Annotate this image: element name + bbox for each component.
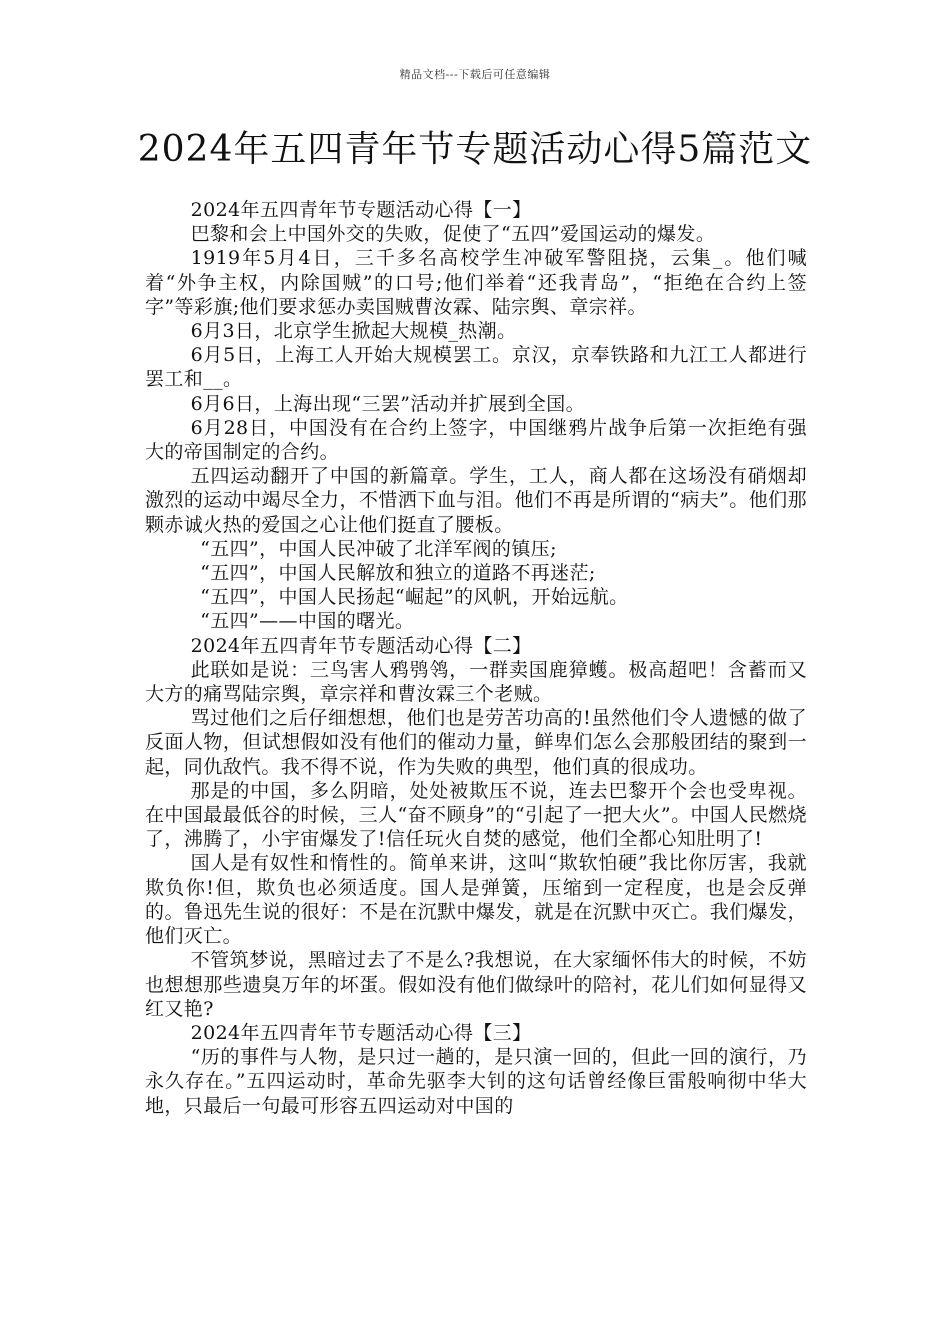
section-heading: 2024年五四青年节专题活动心得【一】 xyxy=(190,199,532,221)
paragraph: 骂过他们之后仔细想想，他们也是劳苦功高的!虽然他们令人遗憾的做了反面人物，但试想假如没有他们的催动力量，鲜卑们怎么会那般团结的聚到一起，同仇敌忾。我不得不说，作为失败的典型，他们真的很成功。 xyxy=(145,707,807,778)
quote-line: “五四”——中国的曙光。 xyxy=(200,610,415,633)
paragraph: 巴黎和会上中国外交的失败，促使了“五四”爱国运动的爆发。 xyxy=(190,223,716,246)
section-heading: 2024年五四青年节专题活动心得【二】 xyxy=(190,634,532,657)
paragraph: 五四运动翻开了中国的新篇章。学生，工人，商人都在这场没有硝烟却激烈的运动中竭尽全力，不惜洒下血与泪。他们不再是所谓的“病夫”。他们那颗赤诚火热的爱国之心让他们挺直了腰板。 xyxy=(145,465,807,536)
paragraph: 不管筑梦说，黑暗过去了不是么?我想说，在大家缅怀伟大的时候，不妨也想想那些遗臭万年的坏蛋。假如没有他们做绿叶的陪衬，花儿们如何显得又红又艳? xyxy=(145,949,807,1020)
paragraph: 此联如是说：三鸟害人鸦鸮鸰，一群卖国鹿獐蠖。极高超吧！含蓄而又大方的痛骂陆宗舆，章宗祥和曹汝霖三个老贼。 xyxy=(145,658,807,706)
quote-line: “五四”，中国人民解放和独立的道路不再迷茫; xyxy=(200,562,596,585)
header-note: 精品文档---下载后可任意编辑 xyxy=(399,68,551,81)
paragraph: 6月5日，上海工人开始大规模罢工。京汉，京奉铁路和九江工人都进行罢工和__。 xyxy=(145,344,807,391)
paragraph: 国人是有奴性和惰性的。简单来讲，这叫“欺软怕硬”我比你厉害，我就欺负你!但，欺负也必须适度。国人是弹簧，压缩到一定程度，也是会反弹的。鲁迅先生说的很好：不是在沉默中爆发，就是在沉默中灭亡。我们爆发，他们灭亡。 xyxy=(145,852,807,948)
document-title: 2024年五四青年节专题活动心得5篇范文 xyxy=(137,129,813,170)
paragraph: “历的事件与人物，是只过一趟的，是只演一回的，但此一回的演行，乃永久存在。”五四运动时，革命先驱李大钊的这句话曾经像巨雷般响彻中华大地，只最后一句最可形容五四运动对中国的 xyxy=(145,1046,807,1117)
paragraph: 6月28日，中国没有在合约上签字，中国继鸦片战争后第一次拒绝有强大的帝国制定的合约。 xyxy=(145,416,807,464)
paragraph: 6月6日，上海出现“三罢”活动并扩展到全国。 xyxy=(190,392,585,415)
paragraph: 那是的中国，多么阴暗，处处被欺压不说，连去巴黎开个会也受卑视。在中国最最低谷的时候，三人“奋不顾身”的“引起了一把大火”。中国人民燃烧了，沸腾了，小宇宙爆发了!信任玩火自焚的感觉，他们全都心知肚明了! xyxy=(145,779,807,851)
section-heading: 2024年五四青年节专题活动心得【三】 xyxy=(190,1021,532,1044)
quote-line: “五四”，中国人民扬起“崛起”的风帆，开始远航。 xyxy=(200,586,629,609)
paragraph: 6月3日，北京学生掀起大规模_热潮。 xyxy=(190,320,517,343)
paragraph: 1919年5月4日，三千多名高校学生冲破军警阻挠，云集_。他们喊着“外争主权，内除国贼”的口号;他们举着“还我青岛”，“拒绝在合约上签字”等彩旗;他们要求惩办卖国贼曹汝霖、陆宗舆、章宗祥。 xyxy=(145,247,807,318)
document-body xyxy=(145,198,807,1118)
quote-line: “五四”，中国人民冲破了北洋军阀的镇压; xyxy=(200,537,557,560)
